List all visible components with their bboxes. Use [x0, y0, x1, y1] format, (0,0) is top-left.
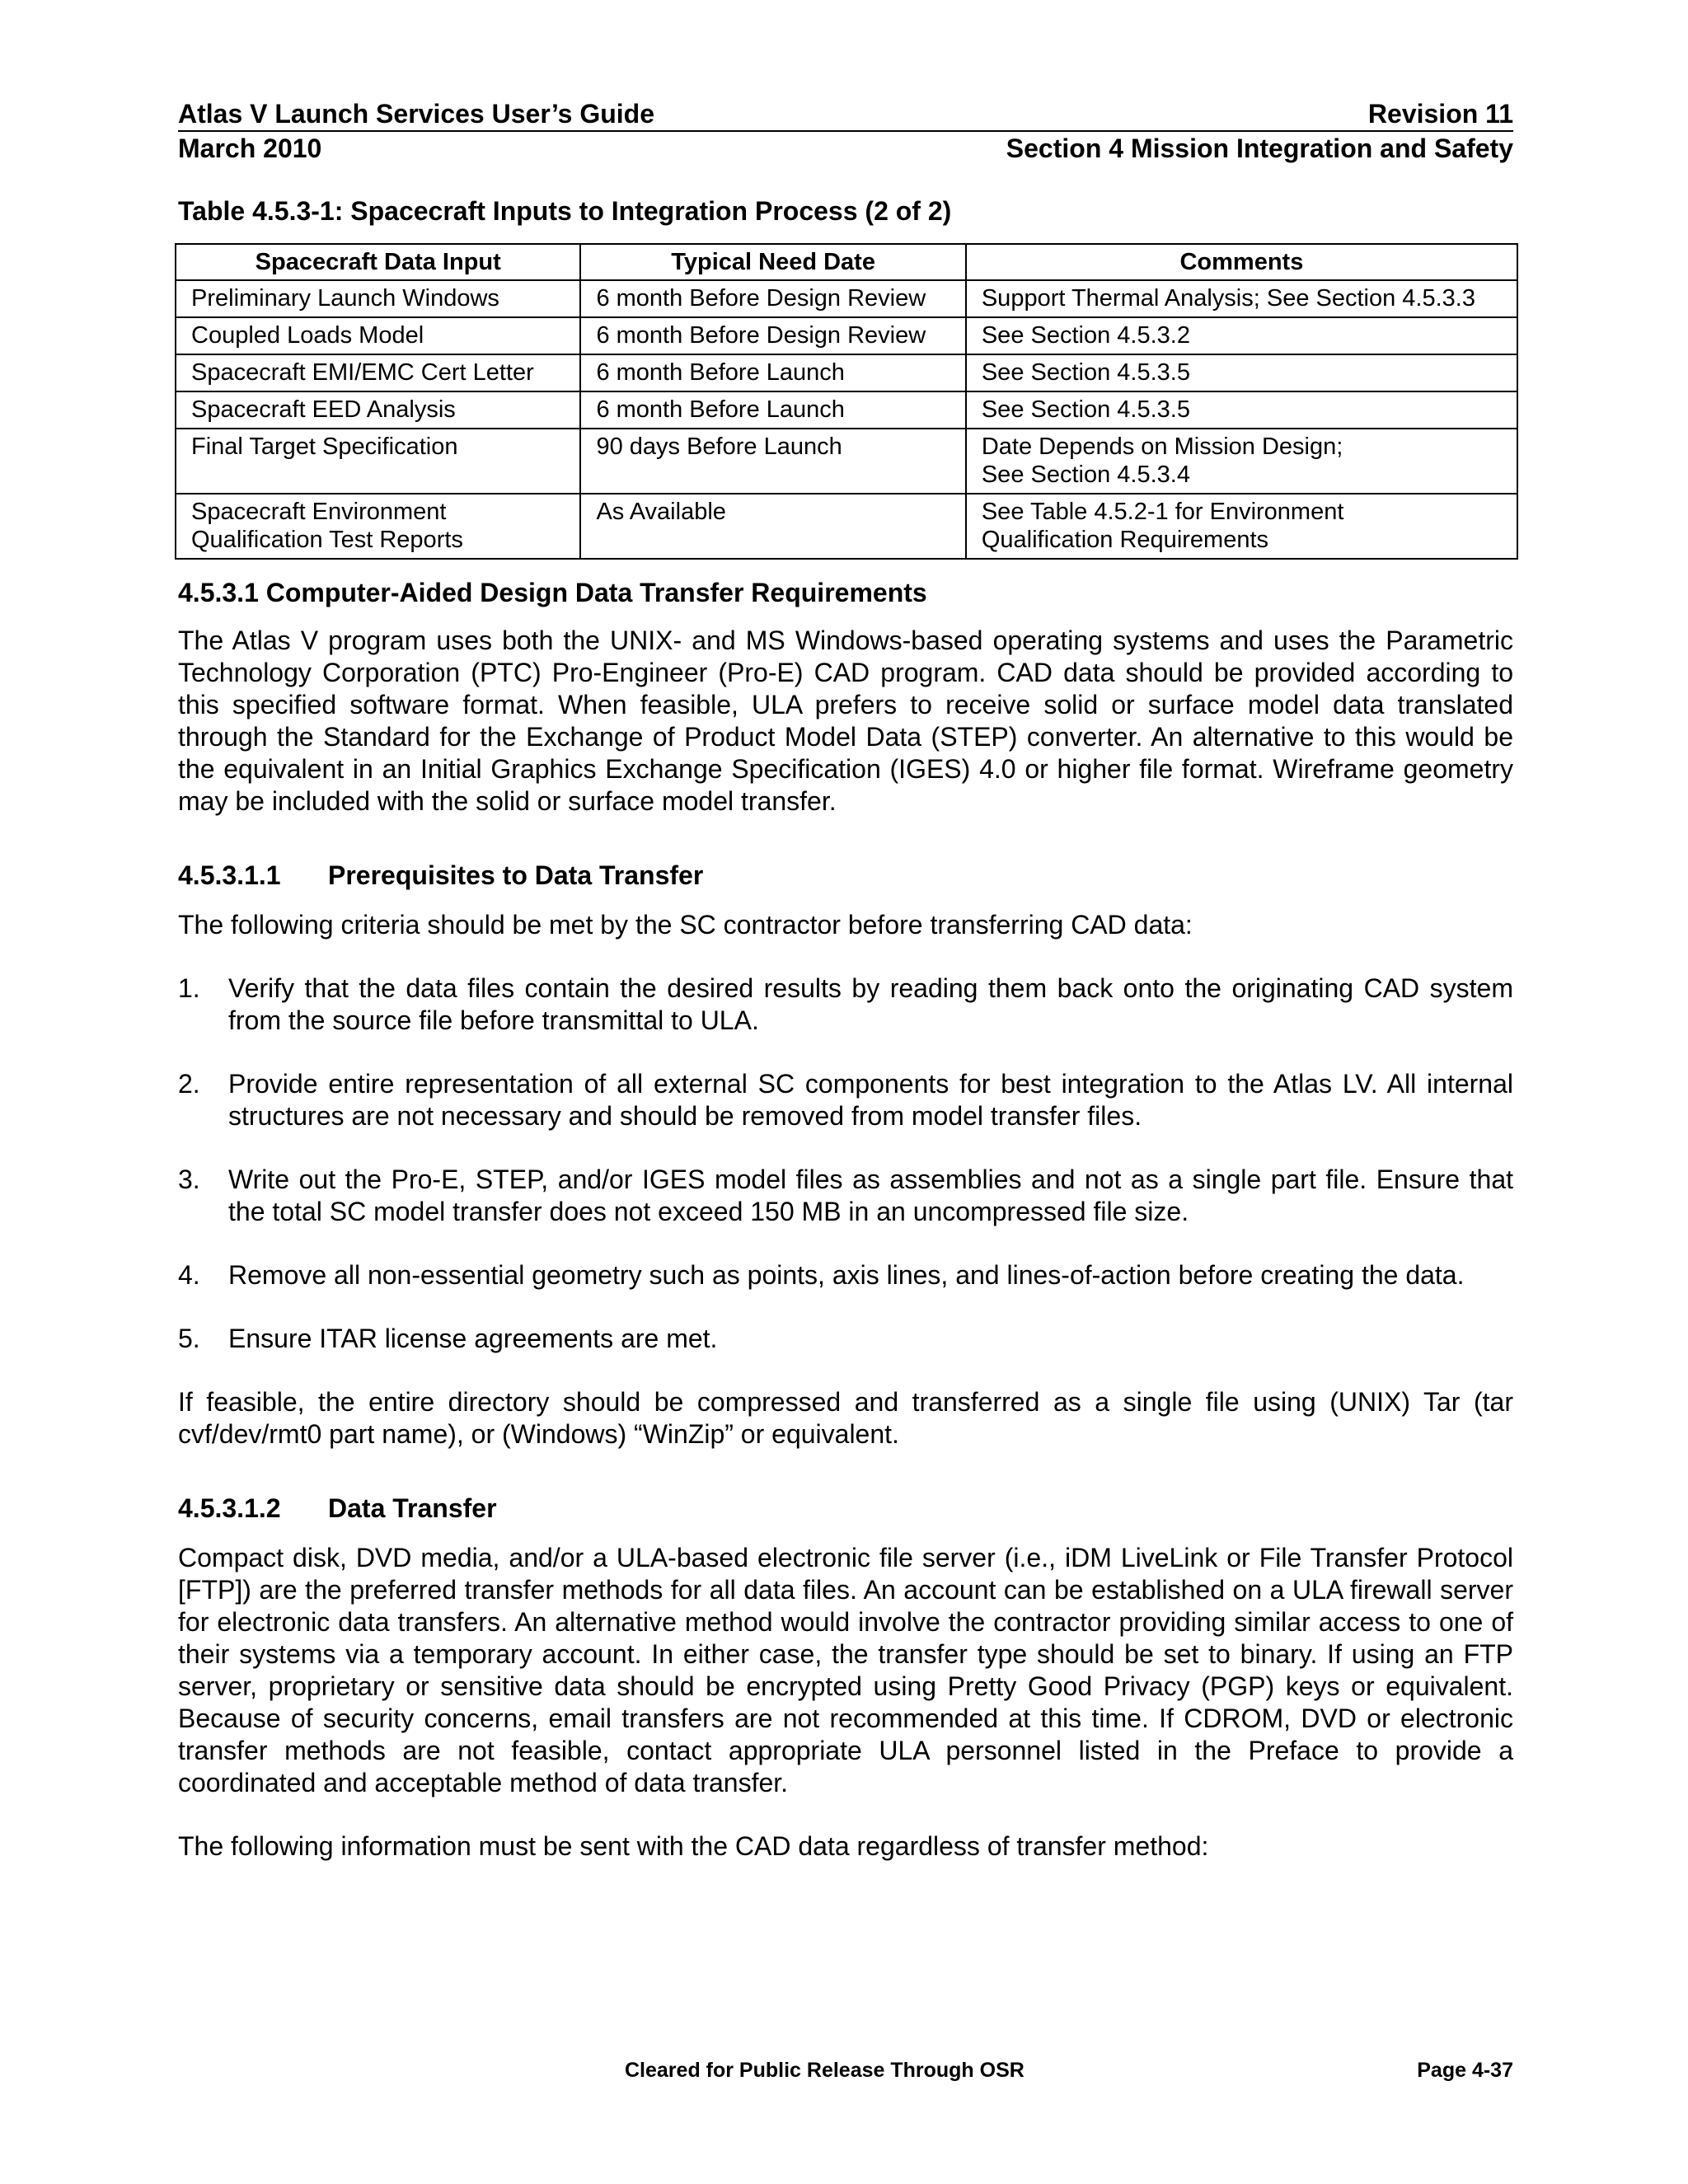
table-cell: 6 month Before Launch [580, 391, 965, 429]
section-title: Prerequisites to Data Transfer [328, 860, 704, 890]
list-item [178, 1068, 1513, 1132]
spacecraft-inputs-table [175, 243, 1518, 560]
table-row [176, 429, 1517, 494]
table-row [176, 354, 1517, 391]
list-item [178, 972, 1513, 1037]
table-cell: Spacecraft EMI/EMC Cert Letter [176, 354, 580, 391]
document-date: March 2010 [178, 134, 322, 163]
column-header: Typical Need Date [580, 244, 965, 280]
table-cell: 90 days Before Launch [580, 429, 965, 494]
column-header: Spacecraft Data Input [176, 244, 580, 280]
table-cell: Support Thermal Analysis; See Section 4.5.3.3 [966, 280, 1517, 317]
list-text: Ensure ITAR license agreements are met. [228, 1324, 718, 1353]
section-label: Section 4 Mission Integration and Safety [1006, 134, 1513, 163]
list-text: Write out the Pro-E, STEP, and/or IGES model files as assemblies and not as a single part file. Ensure that the total SC model transfer does not exceed 150 MB in an uncompressed file size. [228, 1165, 1513, 1226]
prerequisites-outro: If feasible, the entire directory should be compressed and transferred as a single file using (UNIX) Tar (tar cvf/dev/rmt0 part name), or (Windows) “WinZip” or equivalent. [178, 1387, 1513, 1449]
table-row [176, 391, 1517, 429]
section-number: 4.5.3.1.2 [178, 1493, 281, 1523]
table-row [176, 317, 1517, 354]
prerequisites-intro: The following criteria should be met by the SC contractor before transferring CAD data: [178, 910, 1193, 940]
section-heading-cad: 4.5.3.1 Computer-Aided Design Data Transfer Requirements [178, 578, 927, 607]
table-cell: Spacecraft EED Analysis [176, 391, 580, 429]
prerequisites-list [178, 972, 1513, 1355]
list-number: 2. [178, 1069, 200, 1099]
table-cell: Date Depends on Mission Design; See Section 4.5.3.4 [966, 429, 1517, 494]
list-number: 1. [178, 973, 200, 1003]
data-transfer-body: Compact disk, DVD media, and/or a ULA-based electronic file server (i.e., iDM LiveLink or File Transfer Protocol [FTP]) are the preferred transfer methods for all data files. An account can be established on a ULA firewall server for electronic data transfers. An alternative method would involve the contractor providing similar access to one of their systems via a temporary account. In either case, the transfer type should be set to binary. If using an FTP server, proprietary or sensitive data should be encrypted using Pretty Good Privacy (PGP) keys or equivalent. Because of security concerns, email transfers are not recommended at this time. If CDROM, DVD or electronic transfer methods are not feasible, contact appropriate ULA personnel listed in the Preface to provide a coordinated and acceptable method of data transfer. [178, 1543, 1513, 1797]
table-header-row [176, 244, 1517, 280]
list-text: Verify that the data files contain the desired results by reading them back onto the originating CAD system from the source file before transmittal to ULA. [228, 973, 1513, 1035]
list-number: 4. [178, 1260, 200, 1290]
list-item [178, 1259, 1513, 1291]
table-cell: See Section 4.5.3.5 [966, 391, 1517, 429]
table-title: Table 4.5.3-1: Spacecraft Inputs to Integration Process (2 of 2) [178, 196, 952, 226]
release-notice: Cleared for Public Release Through OSR [625, 2059, 1025, 2082]
data-transfer-closing: The following information must be sent with the CAD data regardless of transfer method: [178, 1831, 1209, 1861]
table-cell: See Section 4.5.3.2 [966, 317, 1517, 354]
table-cell: Coupled Loads Model [176, 317, 580, 354]
list-text: Provide entire representation of all external SC components for best integration to the Atlas LV. All internal structures are not necessary and should be removed from model transfer files. [228, 1069, 1513, 1131]
table-cell: 6 month Before Design Review [580, 317, 965, 354]
table-row [176, 280, 1517, 317]
table-cell: See Section 4.5.3.5 [966, 354, 1517, 391]
list-text: Remove all non-essential geometry such as points, axis lines, and lines-of-action before creating the data. [228, 1260, 1465, 1290]
list-number: 5. [178, 1324, 200, 1353]
table-row [176, 494, 1517, 559]
table-cell: 6 month Before Launch [580, 354, 965, 391]
table-cell: 6 month Before Design Review [580, 280, 965, 317]
page-number: Page 4-37 [1417, 2059, 1513, 2082]
cad-body-paragraph: The Atlas V program uses both the UNIX- and MS Windows-based operating systems and uses the Parametric Technology Corporation (PTC) Pro-Engineer (Pro-E) CAD program. CAD data should be provided according to this specified software format. When feasible, ULA prefers to receive solid or surface model data translated through the Standard for the Exchange of Product Model Data (STEP) converter. An alternative to this would be the equivalent in an Initial Graphics Exchange Specification (IGES) 4.0 or higher file format. Wireframe geometry may be included with the solid or surface model transfer. [178, 626, 1513, 816]
table-cell: Preliminary Launch Windows [176, 280, 580, 317]
revision-label: Revision 11 [1367, 99, 1513, 129]
section-heading-data-transfer [178, 1493, 1513, 1524]
page-header-bottom [178, 132, 1513, 165]
list-item [178, 1164, 1513, 1228]
table-cell: See Table 4.5.2-1 for Environment Qualification Requirements [966, 494, 1517, 559]
list-number: 3. [178, 1165, 200, 1194]
column-header: Comments [966, 244, 1517, 280]
section-heading-prerequisites [178, 860, 1513, 891]
section-title: Data Transfer [328, 1493, 497, 1523]
table-cell: Spacecraft Environment Qualification Test Reports [176, 494, 580, 559]
list-item [178, 1323, 1513, 1355]
document-page [178, 97, 1513, 1863]
table-cell: Final Target Specification [176, 429, 580, 494]
page-header-top [178, 97, 1513, 132]
table-cell: As Available [580, 494, 965, 559]
document-title: Atlas V Launch Services User’s Guide [178, 99, 655, 129]
section-number: 4.5.3.1.1 [178, 860, 281, 890]
